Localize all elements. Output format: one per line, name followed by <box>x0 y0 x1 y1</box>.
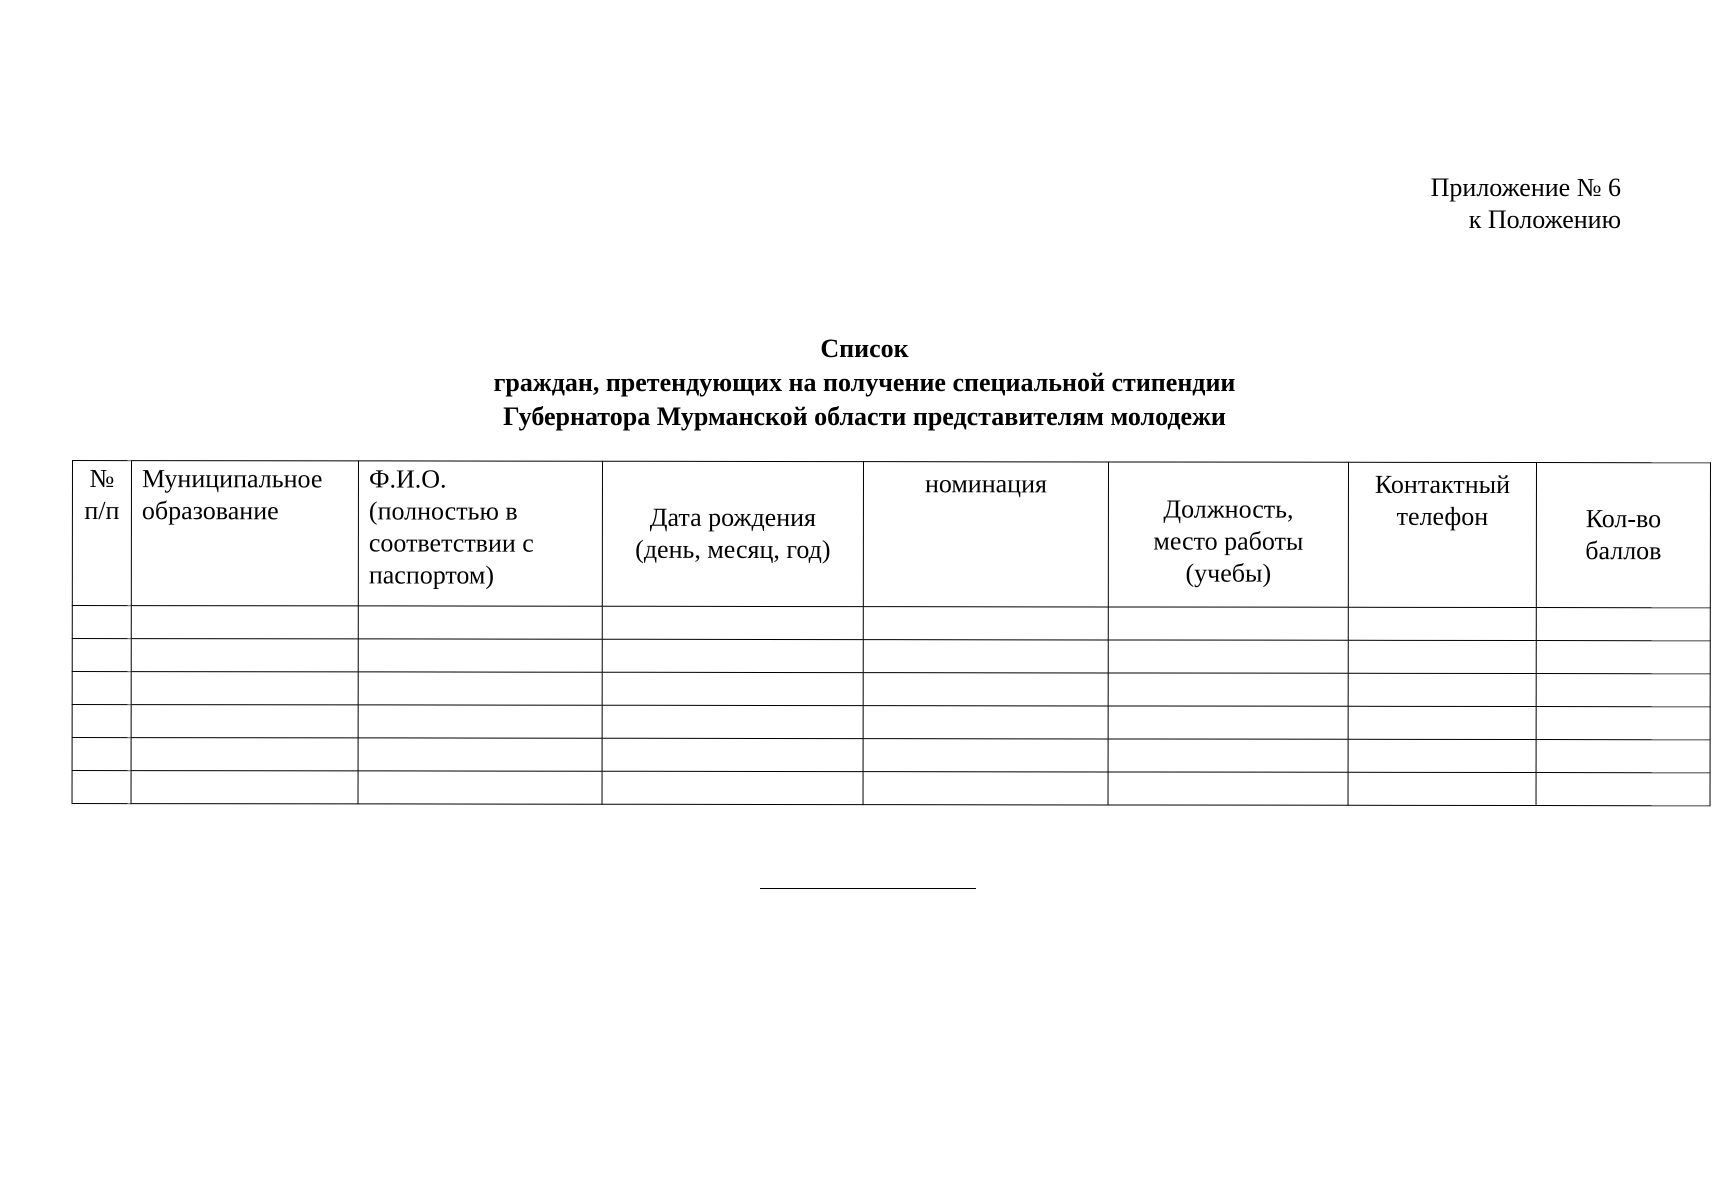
table-cell <box>358 606 602 639</box>
table-cell <box>358 639 602 672</box>
title-line-2: граждан, претендующих на получение специальной стипендии <box>493 368 1236 397</box>
header-full-name-line: паспортом) <box>368 560 495 590</box>
table-row <box>72 705 1710 740</box>
table-cell <box>131 771 358 804</box>
table-cell <box>863 706 1108 739</box>
table-cell <box>863 673 1108 706</box>
table-cell <box>72 738 131 771</box>
header-number-line: № <box>89 464 115 494</box>
table-cell <box>602 705 863 738</box>
table-cell <box>1348 739 1536 772</box>
table-cell <box>72 705 131 738</box>
table-cell <box>1108 673 1348 706</box>
table-cell <box>131 738 358 771</box>
header-birth-date-line: (день, месяц, год) <box>635 534 831 565</box>
title-line-1: Список <box>820 334 909 363</box>
table-row <box>72 606 1710 641</box>
header-score <box>1536 463 1710 608</box>
closing-line <box>760 888 976 889</box>
header-birth-date <box>602 461 863 606</box>
header-municipality <box>131 461 358 606</box>
table-cell <box>1536 608 1710 641</box>
table-cell <box>1348 640 1536 673</box>
table-cell <box>358 705 602 738</box>
table-cell <box>131 606 358 639</box>
header-position-line: (учебы) <box>1185 558 1272 588</box>
header-full-name-line: (полностью в <box>368 496 518 526</box>
table-cell <box>1108 607 1348 640</box>
table-cell <box>1108 706 1348 739</box>
table-cell <box>1536 707 1710 740</box>
table-cell <box>1348 673 1536 706</box>
header-municipality-line: образование <box>141 496 279 526</box>
header-full-name <box>358 461 602 606</box>
header-position <box>1108 462 1348 607</box>
table-cell <box>358 771 602 804</box>
table-row <box>72 639 1710 674</box>
table-cell <box>1536 740 1710 773</box>
table-cell <box>863 739 1108 772</box>
table-cell <box>863 640 1108 673</box>
table-row <box>72 771 1710 806</box>
table-cell <box>1536 674 1710 707</box>
header-full-name-line: Ф.И.О. <box>368 464 447 494</box>
table-cell <box>1536 641 1710 674</box>
header-position-line: место работы <box>1153 526 1304 556</box>
table-cell <box>863 607 1108 640</box>
header-municipality-line: Муниципальное <box>141 464 323 494</box>
header-full-name-line: соответствии с <box>368 528 534 558</box>
appendix-regulation: к Положению <box>1468 205 1621 234</box>
document-title <box>0 332 1729 434</box>
header-contact-phone-line: Контактный <box>1374 469 1511 500</box>
table-cell <box>602 606 863 639</box>
table-cell <box>1108 772 1348 805</box>
table-cell <box>72 639 131 672</box>
header-nomination-line: номинация <box>924 469 1048 499</box>
table-cell <box>131 705 358 738</box>
header-nomination <box>863 462 1108 607</box>
table-cell <box>131 639 358 672</box>
header-number-line: п/п <box>84 496 120 526</box>
table-cell <box>72 771 131 804</box>
appendix-reference <box>1431 172 1621 236</box>
table-cell <box>131 672 358 705</box>
table-cell <box>1348 772 1536 805</box>
table-cell <box>602 639 863 672</box>
table-cell <box>602 672 863 705</box>
table-cell <box>863 772 1108 805</box>
table-cell <box>1348 706 1536 739</box>
table-header-row <box>72 461 1710 608</box>
table-cell <box>602 771 863 804</box>
header-score-line: Кол-во <box>1585 504 1662 534</box>
header-birth-date-line: Дата рождения <box>649 502 817 533</box>
table-cell <box>358 672 602 705</box>
header-contact-phone <box>1348 462 1536 607</box>
appendix-number: Приложение № 6 <box>1430 173 1621 202</box>
table-cell <box>1536 773 1710 806</box>
citizens-list-table <box>72 460 1711 806</box>
header-score-line: баллов <box>1585 536 1662 566</box>
table-cell <box>602 738 863 771</box>
table-cell <box>1108 739 1348 772</box>
header-position-line: Должность, <box>1163 494 1294 524</box>
table-cell <box>1348 607 1536 640</box>
title-line-3: Губернатора Мурманской области представителям молодежи <box>503 402 1226 431</box>
table-cell <box>1108 640 1348 673</box>
header-number <box>72 461 131 606</box>
header-contact-phone-line: телефон <box>1396 501 1489 531</box>
table-cell <box>72 672 131 705</box>
table-row <box>72 672 1710 707</box>
table-row <box>72 738 1710 773</box>
table-cell <box>72 606 131 639</box>
table-cell <box>358 738 602 771</box>
